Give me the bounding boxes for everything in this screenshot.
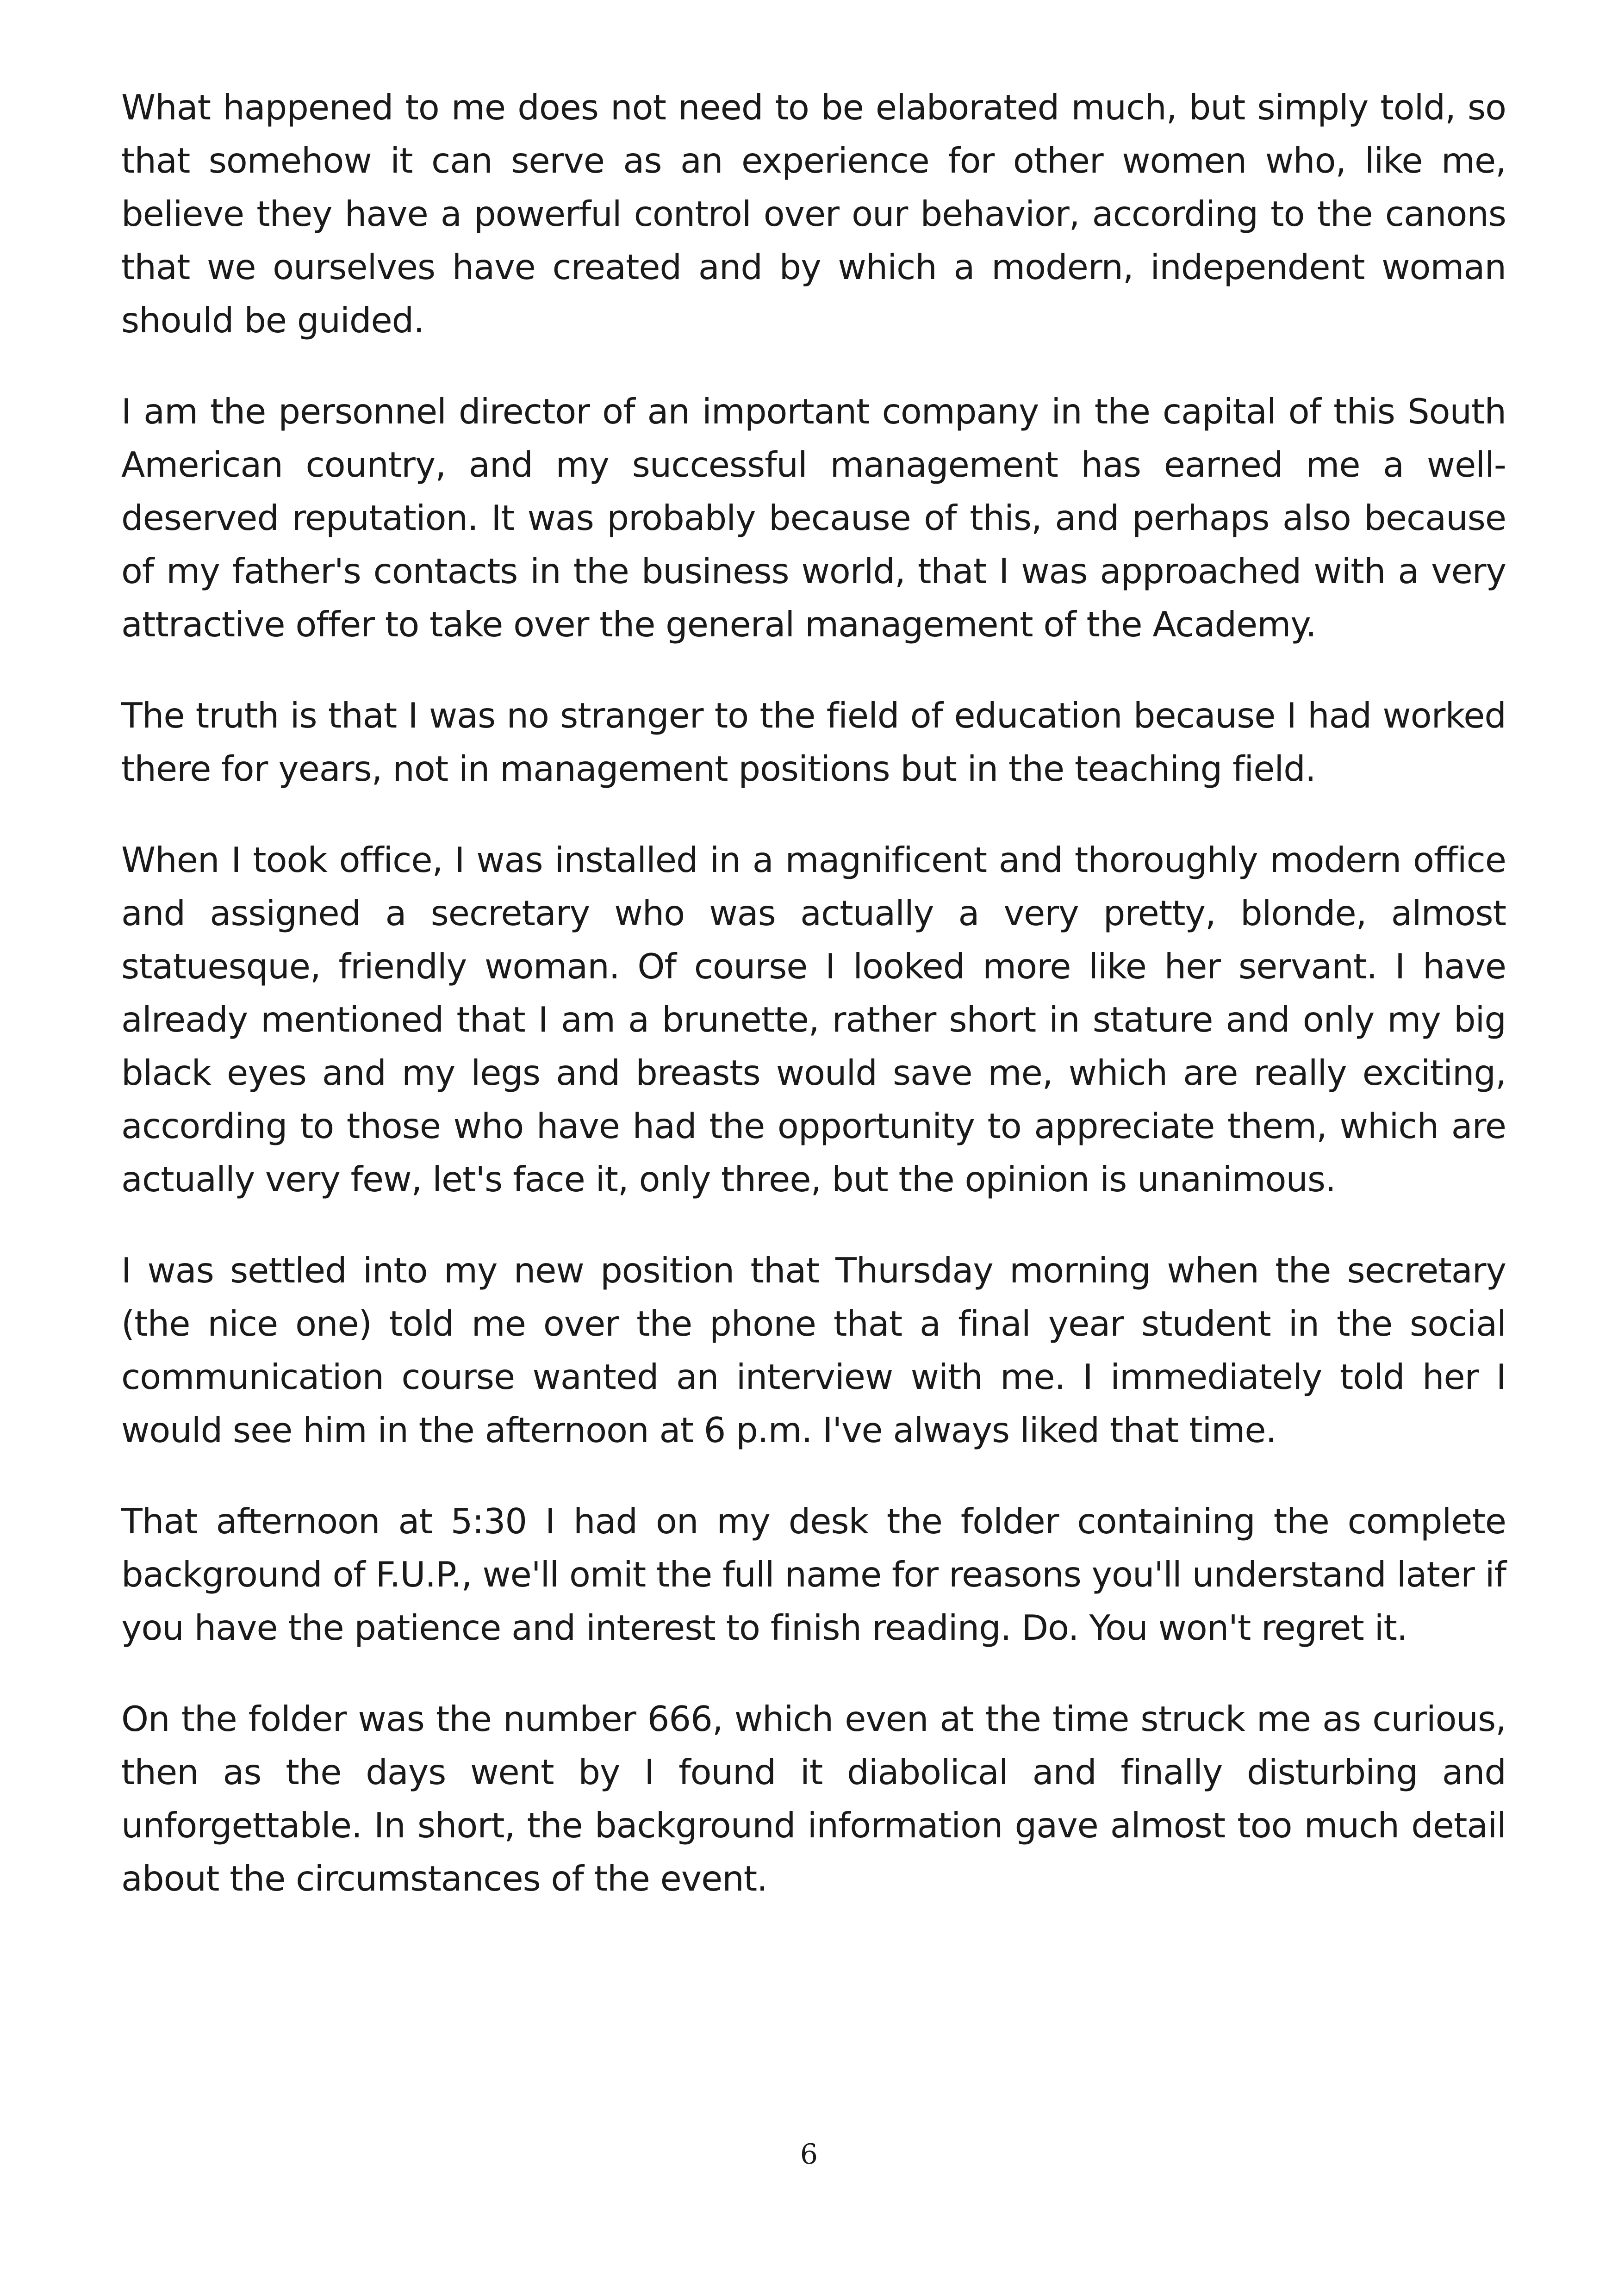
paragraph-2: I am the personnel director of an important company in the capital of this South American country, and my successful management has earned me a well-deserved reputation. It was probably because of this, and perhaps also because of my father's contacts in the business world, that I was approached with a very attractive offer to take over the general management of the Academy. xyxy=(121,391,1506,645)
paragraph-6: That afternoon at 5:30 I had on my desk the folder containing the complete background of F.U.P., we'll omit the full name for reasons you'll understand later if you have the patience and interest to finish reading. Do. You won't regret it. xyxy=(121,1501,1506,1648)
paragraph-1: What happened to me does not need to be elaborated much, but simply told, so that somehow it can serve as an experience for other women who, like me, believe they have a powerful control over our behavior, according to the canons that we ourselves have created and by which a modern, independent woman should be guided. xyxy=(121,87,1506,341)
paragraph-3: The truth is that I was no stranger to the field of education because I had worked there for years, not in management positions but in the teaching field. xyxy=(121,695,1506,789)
body-text xyxy=(121,81,1506,1943)
paragraph-5: I was settled into my new position that Thursday morning when the secretary (the nice one) told me over the phone that a final year student in the social communication course wanted an interview with me. I immediately told her I would see him in the afternoon at 6 p.m. I've always liked that time. xyxy=(121,1250,1506,1450)
page-number: 6 xyxy=(800,2138,818,2171)
paragraph-4: When I took office, I was installed in a magnificent and thoroughly modern office and assigned a secretary who was actually a very pretty, blonde, almost statuesque, friendly woman. Of course I looked more like her servant. I have already mentioned that I am a brunette, rather short in stature and only my big black eyes and my legs and breasts would save me, which are really exciting, according to those who have had the opportunity to appreciate them, which are actually very few, let's face it, only three, but the opinion is unanimous. xyxy=(121,840,1506,1200)
paragraph-7: On the folder was the number 666, which even at the time struck me as curious, then as the days went by I found it diabolical and finally disturbing and unforgettable. In short, the background information gave almost too much detail about the circumstances of the event. xyxy=(121,1699,1506,1899)
